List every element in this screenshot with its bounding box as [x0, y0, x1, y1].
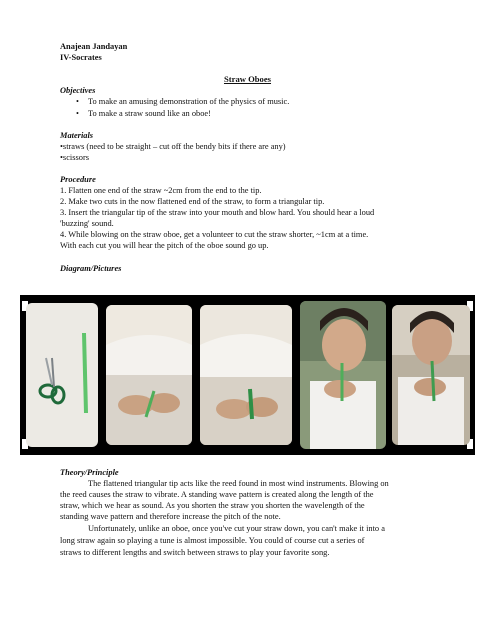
- procedure-line: 2. Make two cuts in the now flattened end of the straw, to form a triangular tip.: [60, 197, 325, 206]
- class-section: IV-Socrates: [60, 53, 102, 62]
- theory-line: long straw again so playing a tune is almost impossible. You could of course cut a series of: [60, 536, 365, 545]
- procedure-line: 4. While blowing on the straw oboe, get a volunteer to cut the straw shorter, ~1cm at a time.: [60, 230, 369, 239]
- procedure-line: 3. Insert the triangular tip of the straw into your mouth and blow hard. You should hear a loud: [60, 208, 375, 217]
- photo-flatten-straw: [106, 305, 192, 445]
- objectives-heading: Objectives: [60, 86, 96, 95]
- theory-line: Unfortunately, unlike an oboe, once you've cut your straw down, you can't make it into a: [88, 524, 385, 533]
- objective-item: To make an amusing demonstration of the physics of music.: [88, 97, 290, 106]
- bullet-icon: •: [76, 97, 79, 106]
- objective-item: To make a straw sound like an oboe!: [88, 109, 211, 118]
- theory-line: The flattened triangular tip acts like the reed found in most wind instruments. Blowing on: [88, 479, 389, 488]
- procedure-line: With each cut you will hear the pitch of the oboe sound go up.: [60, 241, 269, 250]
- procedure-line: 1. Flatten one end of the straw ~2cm from the end to the tip.: [60, 186, 262, 195]
- materials-heading: Materials: [60, 131, 94, 140]
- procedure-heading: Procedure: [60, 175, 96, 184]
- bullet-icon: •: [76, 109, 79, 118]
- photo-blowing-straw: [300, 301, 386, 449]
- photo-scissors-straw: [26, 303, 98, 447]
- theory-line: the reed causes the straw to vibrate. A standing wave pattern is created along the length of the: [60, 490, 374, 499]
- procedure-line: 'buzzing' sound.: [60, 219, 114, 228]
- theory-line: straws to different lengths and switch between straws to play your favorite song.: [60, 548, 330, 557]
- theory-line: straw, which we hear as sound. As you shorten the straw you shorten the wavelength of the: [60, 501, 365, 510]
- materials-item: •scissors: [60, 153, 89, 162]
- photo-playing-oboe: [392, 305, 470, 445]
- theory-line: standing wave pattern and therefore increase the pitch of the note.: [60, 512, 281, 521]
- materials-item: •straws (need to be straight – cut off the bendy bits if there are any): [60, 142, 286, 151]
- author-name: Anajean Jandayan: [60, 42, 128, 51]
- photo-cut-tip: [200, 305, 292, 445]
- diagram-heading: Diagram/Pictures: [60, 264, 122, 273]
- document-title: Straw Oboes: [223, 74, 272, 84]
- photo-strip: [20, 295, 475, 455]
- theory-heading: Theory/Principle: [60, 468, 119, 477]
